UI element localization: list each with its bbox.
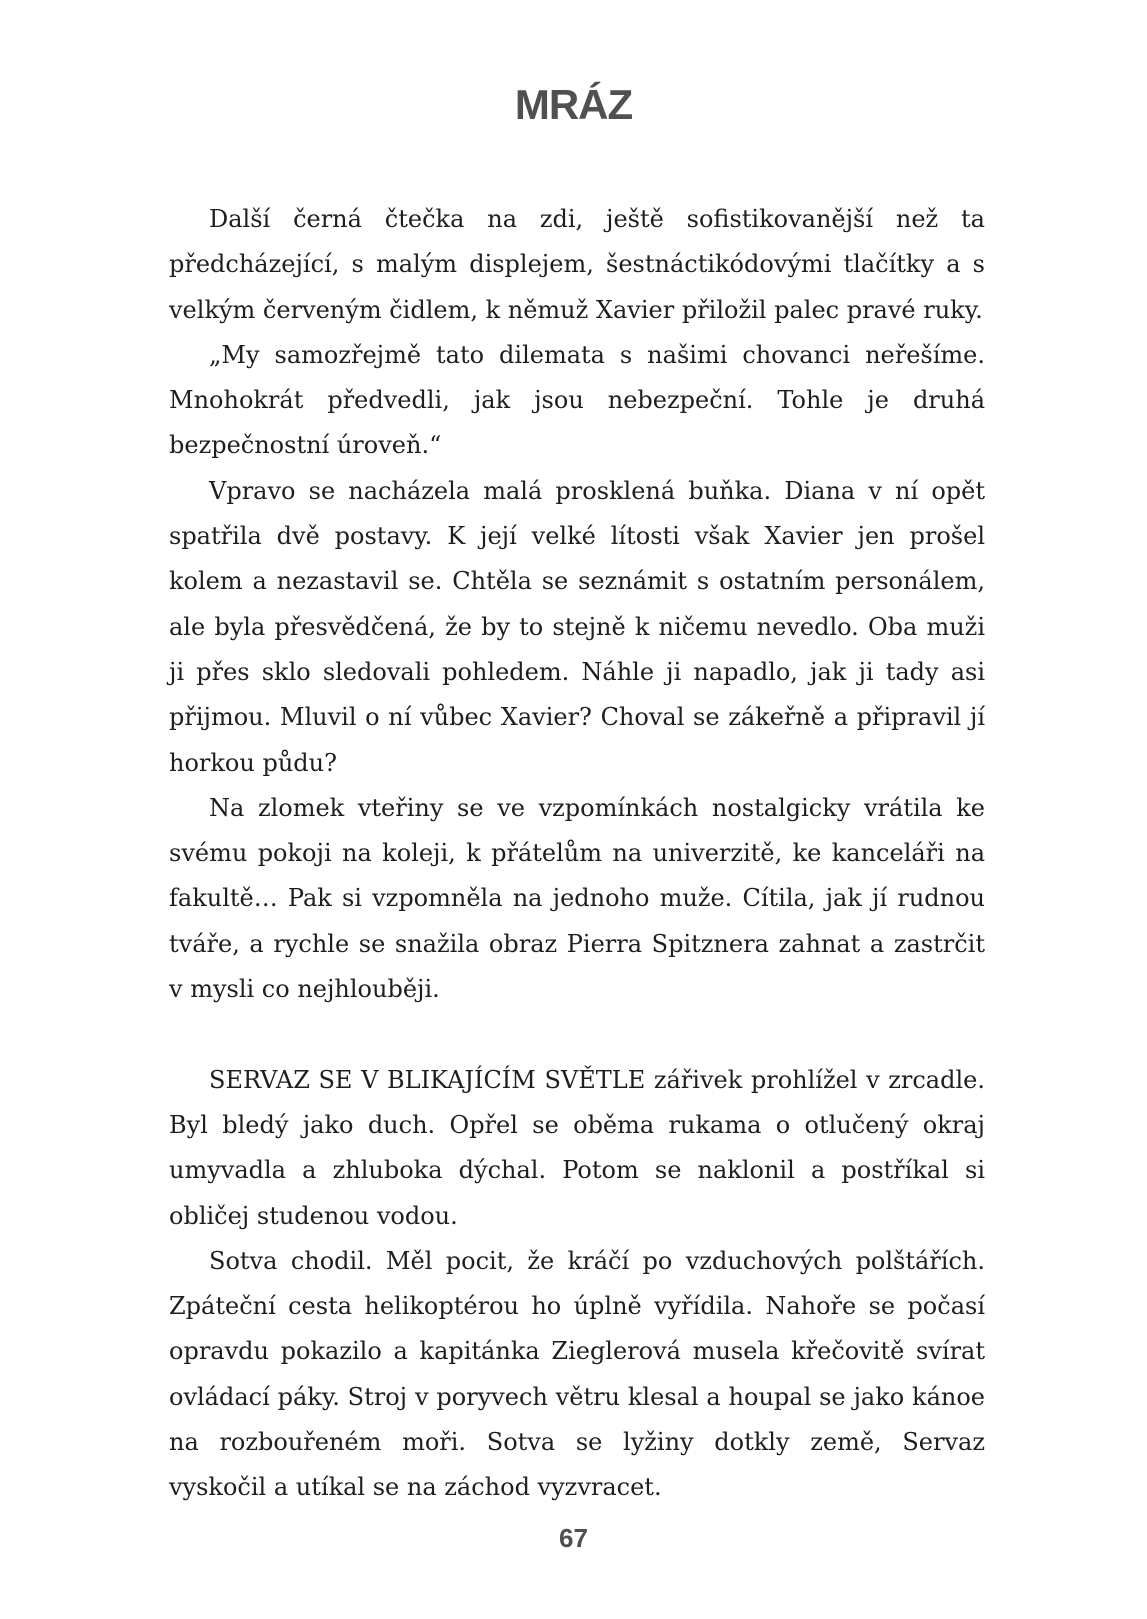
- page-number: 67: [559, 1523, 588, 1553]
- paragraph-1: Další černá čtečka na zdi, ještě sofistikovanější než ta předcházející, s malým displejem, šestnáctikódovými tlačítky a s velkým červeným čidlem, k němuž Xavier přiložil palec pravé ruky.: [169, 205, 985, 324]
- section-lead-in: SERVAZ SE V BLIKAJÍCÍM SVĚTLE: [209, 1065, 646, 1094]
- section-2-paragraph-2: Sotva chodil. Měl pocit, že kráčí po vzduchových polštářích. Zpáteční cesta helikoptérou ho úplně vyřídila. Nahoře se počasí opravdu pokazilo a kapitánka Zieglerová musela křečovitě svírat ovládací páky. Stroj v poryvech větru klesal a houpal se jako kánoe na rozbouřeném moři. Sotva se lyžiny dotkly země, Servaz vyskočil a utíkal se na záchod vyzvracet.: [169, 1246, 985, 1502]
- paragraph-4: Na zlomek vteřiny se ve vzpomínkách nostalgicky vrátila ke svému pokoji na koleji, k přátelům na univerzitě, ke kanceláři na fakultě… Pak si vzpomněla na jednoho muže. Cítila, jak jí rudnou tváře, a rychle se snažila obraz Pierra Spitznera zahnat a zastrčit v mysli co nejhlouběji.: [169, 793, 985, 1004]
- section-2-first-paragraph-rest: zářivek prohlížel v zrcadle. Byl bledý jako duch. Opřel se oběma rukama o otlučený okraj umyvadla a zhluboka dýchal. Potom se naklonil a postříkal si obličej studenou vodou.: [169, 1065, 985, 1230]
- running-title: MRÁZ: [514, 81, 633, 128]
- paragraph-2: „My samozřejmě tato dilemata s našimi chovanci neřešíme. Mnohokrát předvedli, jak jsou nebezpeční. Tohle je druhá bezpečnostní úroveň.“: [169, 340, 985, 460]
- body-text: [169, 197, 985, 1511]
- paragraph-3: Vpravo se nacházela malá prosklená buňka. Diana v ní opět spatřila dvě postavy. K její velké lítosti však Xavier jen prošel kolem a nezastavil se. Chtěla se seznámit s ostatním personálem, ale byla přesvědčená, že by to stejně k ničemu nevedlo. Oba muži ji přes sklo sledovali pohledem. Náhle ji napadlo, jak ji tady asi přijmou. Mluvil o ní vůbec Xavier? Choval se zákeřně a připravil jí horkou půdu?: [169, 476, 985, 777]
- section-2-first-paragraph: [169, 1058, 985, 1239]
